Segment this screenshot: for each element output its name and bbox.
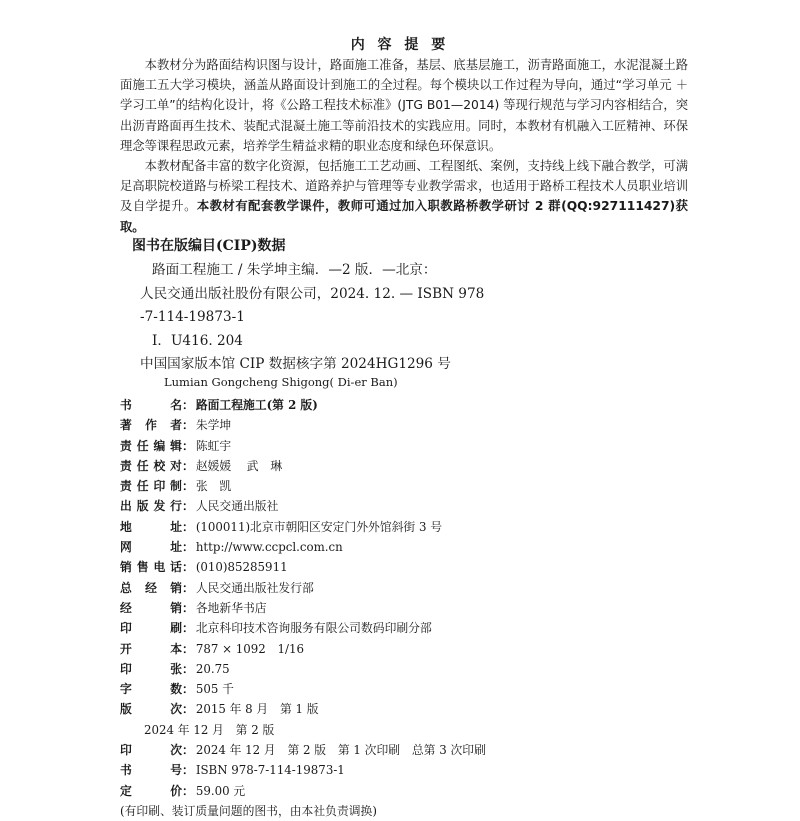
info-row: [120, 476, 680, 496]
info-label: 总 经 销: [120, 580, 182, 595]
info-label: 书 名: [120, 398, 182, 412]
info-value: (010)85285911: [195, 560, 288, 575]
summary-section: [120, 55, 688, 237]
info-value: 2015 年 8 月 第 1 版: [195, 702, 319, 717]
info-row: [120, 496, 680, 516]
info-colon: ：: [182, 499, 194, 514]
info-row: [120, 618, 680, 638]
info-row: [120, 557, 680, 577]
info-colon: ：: [182, 398, 194, 412]
info-label: 印 张: [120, 661, 182, 676]
info-colon: ：: [182, 458, 194, 473]
courseware-note: 本教材有配套教学课件，教师可通过加入职教路桥教学研讨 2 群(QQ:927111427)获取。: [120, 199, 688, 234]
info-row: [120, 537, 680, 557]
info-colon: ：: [182, 641, 194, 656]
quality-note: (有印刷、装订质量问题的图书，由本社负责调换): [120, 803, 377, 818]
info-value: 北京科印技术咨询服务有限公司数码印刷分部: [195, 621, 432, 636]
info-row: [120, 639, 680, 659]
summary-paragraph-1: 本教材分为路面结构识图与设计，路面施工准备，基层、底基层施工，沥青路面施工，水泥混凝土路面施工五大学习模块，涵盖从路面设计到施工的全过程。每个模块以工作过程为导向，通过“学习单元 ＋ 学习工单”的结构化设计，将《公路工程技术标准》(JTG B01—2014) 等现行规范与学习内容相结合，突出沥青路面再生技术、装配式混凝土施工等前沿技术的实践应用。同时，本教材有机融入工匠精神、环保理念等课程思政元素，培养学生精益求精的职业态度和绿色环保意识。: [120, 58, 688, 153]
info-row: [120, 679, 680, 699]
info-colon: ：: [182, 763, 194, 778]
info-label: 责 任 校 对: [120, 458, 182, 473]
info-row: [120, 598, 680, 618]
cip-heading: 图书在版编目(CIP)数据: [132, 238, 286, 254]
info-value: 朱学坤: [195, 418, 232, 433]
info-colon: ：: [182, 783, 194, 798]
info-colon: ：: [182, 519, 194, 534]
info-value: 人民交通出版社: [195, 499, 279, 514]
info-label: 开 本: [120, 641, 182, 656]
cip-line-1: 路面工程施工 / 朱学坤主编．—2 版．—北京：: [152, 262, 437, 278]
info-value: (100011)北京市朝阳区安定门外外馆斜街 3 号: [195, 519, 443, 534]
info-row: [120, 436, 680, 456]
info-label: 网 址: [120, 540, 182, 555]
info-colon: ：: [182, 600, 194, 615]
latin-title: Lumian Gongcheng Shigong( Di-er Ban): [164, 375, 398, 389]
info-value: 20.75: [195, 661, 230, 676]
info-label: 出 版 发 行: [120, 499, 182, 514]
info-colon: ：: [182, 682, 194, 697]
cip-line-2: 人民交通出版社股份有限公司，2024. 12. — ISBN 978: [140, 285, 485, 302]
info-label: 版 次: [120, 702, 182, 717]
info-row: [120, 415, 680, 435]
cip-line-5: 中国国家版本馆 CIP 数据核字第 2024HG1296 号: [140, 356, 451, 372]
info-value: 赵媛媛 武 琳: [195, 458, 283, 473]
info-value: 人民交通出版社发行部: [195, 580, 314, 595]
info-row: [120, 740, 680, 760]
info-value: 787 × 1092 1/16: [195, 641, 305, 656]
info-row: [120, 395, 680, 415]
publication-info: [120, 395, 680, 821]
info-value: 59.00 元: [195, 783, 246, 798]
info-value: 陈虹宇: [195, 438, 232, 453]
info-label: 销 售 电 话: [120, 560, 182, 575]
info-row: [120, 517, 680, 537]
info-value: 各地新华书店: [195, 600, 267, 615]
info-colon: ：: [182, 540, 194, 555]
info-label: 著 作 者: [120, 418, 182, 433]
cip-line-4: Ⅰ．U416. 204: [152, 332, 243, 349]
info-colon: ：: [182, 661, 194, 676]
info-label: 书 号: [120, 763, 182, 778]
info-colon: ：: [182, 418, 194, 433]
summary-title: 内 容 提 要: [350, 37, 450, 53]
info-row: [120, 578, 680, 598]
info-label: 定 价: [120, 783, 182, 798]
info-label: 字 数: [120, 682, 182, 697]
info-row: [120, 760, 680, 780]
info-row: [120, 456, 680, 476]
info-row: [120, 720, 680, 740]
info-value: 张 凯: [195, 479, 232, 494]
info-colon: ：: [182, 479, 194, 494]
info-value: ISBN 978-7-114-19873-1: [195, 763, 345, 778]
info-row: [120, 659, 680, 679]
info-label: 责 任 印 制: [120, 479, 182, 494]
info-value: http://www.ccpcl.com.cn: [195, 540, 343, 555]
info-colon: ：: [182, 702, 194, 717]
info-row: [120, 699, 680, 719]
info-colon: ：: [182, 621, 194, 636]
info-colon: ：: [182, 560, 194, 575]
info-label: 责 任 编 辑: [120, 438, 182, 453]
info-label: 印 次: [120, 743, 182, 758]
info-value: 2024 年 12 月 第 2 版: [144, 722, 275, 737]
info-value: 2024 年 12 月 第 2 版 第 1 次印刷 总第 3 次印刷: [195, 743, 486, 758]
info-colon: ：: [182, 743, 194, 758]
info-label: 经 销: [120, 600, 182, 615]
info-row: [120, 781, 680, 801]
info-label: 印 刷: [120, 621, 182, 636]
info-label: 地 址: [120, 519, 182, 534]
summary-paragraph-2: [120, 156, 688, 237]
summary-paragraph-2-text: 本教材配备丰富的数字化资源，包括施工工艺动画、工程图纸、案例，支持线上线下融合教学，可满足高职院校道路与桥梁工程技术、道路养护与管理等专业教学需求，也适用于路桥工程技术人员职业培训及自学提升。: [120, 159, 688, 214]
info-colon: ：: [182, 438, 194, 453]
info-value: 505 千: [195, 682, 234, 697]
cip-section: [120, 235, 680, 377]
info-colon: ：: [182, 580, 194, 595]
info-value: 路面工程施工(第 2 版): [195, 398, 318, 412]
cip-line-3: -7-114-19873-1: [140, 309, 245, 325]
